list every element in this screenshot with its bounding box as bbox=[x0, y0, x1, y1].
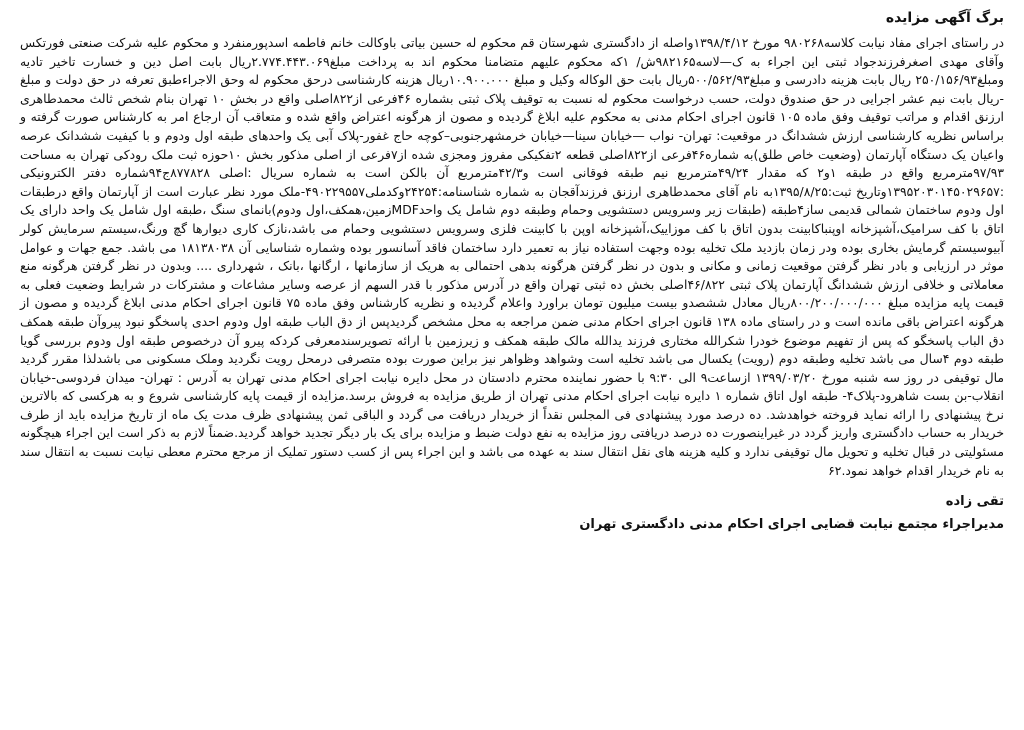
signer-name: تقی زاده bbox=[945, 494, 1004, 510]
document-body: در راستای اجرای مفاد نیابت کلاسه۹۸۰۲۶۸ مورخ ۱۳۹۸/۴/۱۲واصله از دادگستری شهرستان قم محکوم له حسین بیاتی باوکالت خانم فاطمه اسدپورمنفرد و محکوم علیه شرکت صنعتی فورتکس وآقای مهدی اصغرفرزندجواد ثبتی این اجراء به ک—لاسه۹۸۲۱۶۵ش/ ۱که محکوم علیهم متضامنا محکوم اند به پرداخت مبلغ۲.۷۷۴.۴۴۳.۰۶۹ریال بابت اصل دین و خسارت تاخیر تادیه ومبلغ۲۵۰/۱۵۶/۹۳ ریال بابت هزینه دادرسی و مبلغ۵۰۰/۵۶۲/۹۳ریال بابت حق الوکاله وکیل و مبلغ ۱۰.۹۰۰.۰۰۰ریال هزینه کارشناسی درحق محکوم له وحق الاجراءطبق تعرفه در حق دولت و مبلغ -ریال بابت نیم عشر اجرایی در حق صندوق دولت، حسب درخواست محکوم له نسبت به توقیف پلاک ثبتی بشماره ۴۶فرعی از۸۲۲اصلی واقع در بخش ۱۰ تهران بنام شخص ثالث محمدطاهری ارزنق اقدام و مراتب توقیف وفق ماده ۱۰۵ قانون اجرای احکام مدنی به محکوم علیه ابلاغ گردیده و مصون از هرگونه اعتراض واقع شده و متعاقب آن ارجاع امر به کارشناس صورت گرفته و براساس نظریه کارشناسی ارزش ششدانگ در موقعیت: تهران- نواب —خیابان سینا—خیابان خرمشهرجنوبی–کوچه حاج غفور-پلاک آبی یک واحدهای طبقه اول ودوم و با کیفیت ششدانک عرصه واعیان یک دستگاه آپارتمان (وضعیت خاص طلق)به شماره۴۶فرعی از۸۲۲اصلی قطعه ۲تفکیکی مفروز ومجزی شده از۷فرعی از اصلی مذکور بخش ۱۰حوزه ثبت ملک رودکی تهران به مساحت ۹۷/۹۳مترمربع واقع در طبقه ۱و۲ که مقدار ۴۹/۲۴مترمربع نیم طبقه فوقانی است و۴۲/۳مترمربع آن بالکن است به شماره سریال :اصلی ۸۷۷۸۲۸ج۹۴شماره دفتر الکترونیکی :۱۳۹۵۲۰۳۰۱۴۵۰۲۹۶۵۷وتاریخ ثبت:۱۳۹۵/۸/۲۵به نام آقای محمدطاهری ارزنق فرزندآقجان به شماره شناسنامه:۲۴۲۵۴وکدملی۴۹۰۲۲۹۵۵۷-ملک مورد نظر عبارت است از آپارتمان واقع درطبقات اول ودوم ساختمان شمالی قدیمی ساز۴طبقه (طبقات زیر وسرویس دستشویی وحمام وطبقه دوم شامل یک واحدMDFزمین،همکف،اول ودوم)بانمای سنگ ،طبقه اول شامل یک واحد دارای یک اتاق با کف سرامیک،آشپزخانه اوپنباکابینت بدون اتاق با کف موزاییک،آشپزخانه اوپن با کابینت فلزی وسرویس دستشویی وحمام می باشد،نازک کاری دیوارها گچ ورنگ،سیستم سرمایش کولر آبیوسیستم گرمایش بخاری بوده ودر زمان بازدید ملک تخلیه بوده وجهت استفاده نیاز به تعمیر دارد ساختمان فاقد آسانسور بوده وشماره شناسایی آن ۱۸۱۳۸۰۳۸ می باشد. جمع جهات و عوامل موثر در ارزیابی و بادر نظر گرفتن موقعیت زمانی و مکانی و بدون در نظر گرفتن هرگونه بدهی احتمالی به هریک از سازمانها ، ارگانها ،بانک ، شهرداری .... وبدون در نظر گرفتن هرگونه منع معاملاتی و خلافی ارزش ششدانگ آپارتمان پلاک ثبتی ۴۶/۸۲۲اصلی بخش ده ثبتی تهران واقع در آدرس مذکور با قدر السهم از عرصه وسایر مشاعات و مشترکات در شرایط وضعیت فعلی به قیمت پایه مزایده مبلغ ۸۰۰/۲۰۰/۰۰۰/۰۰۰ریال معادل ششصدو بیست میلیون تومان براورد واعلام گردیده و نظریه کارشناس وفق ماده ۷۵ قانون اجرای احکام مدنی ابلاغ گردیده و مصون از هرگونه اعتراض باقی مانده است و در راستای ماده ۱۳۸ قانون اجرای احکام مدنی ضمن مراجعه به محل مشخص گردیدپس از دق الباب طبقه اول ودوم احدی پاسخگو نبود پیروآن طبقه همکف دق الباب پاسخگو که پس از تفهیم موضوع خودرا شکرالله مختاری فرزند یدالله مالک طبقه همکف و زیرزمین با ارائه تصویرسندمعرفی کردکه پیرو آن درخصوص طبقه اول ودوم بررسی گویا طبقه دوم ۴سال می باشد تخلیه وطبقه دوم (رویت) یکسال می باشد تخلیه است وشواهد وظواهر نیز براین صورت بوده متصرفی درمحل رویت نگردید وملک مسکونی می باشدلذا مقرر گردید مال توقیفی در روز سه شنبه مورخ ۱۳۹۹/۰۳/۲۰ ازساعت۹ الی ۹:۳۰ با حضور نماینده محترم دادستان در محل دایره نیابت اجرای احکام مدنی تهران به آدرس : تهران- میدان فردوسی-خیابان انقلاب-بن بست شاهرود-پلاک۴- طبقه اول اتاق شماره ۱ دایره نیابت اجرای احکام مدنی تهران از طریق مزایده به فروش برسد.مزایده از قیمت پایه کارشناسی شروع و به هرکسی که بالاترین نرخ پیشنهادی را ارائه نماید فروخته خواهدشد. ده درصد مورد پیشنهادی فی المجلس نقداً از خریدار دریافت می گردد و الباقی ثمن پیشنهادی ظرف مدت یک ماه از تاریخ مزایده باید از طرف خریدار به حساب دادگستری واریز گردد در غیراینصورت ده درصد دریافتی روز مزایده به نفع دولت ضبط و مزایده برای یک بار دیگر تجدید خواهد گردید.ضمناً لازم به ذکر است این اجراء هیچگونه مسئولیتی در قبال تخلیه و تحویل مال توقیفی ندارد و کلیه هزینه های نقل انتقال سند به عهده می باشد و این اجراء پس از کسب دستور تملیک از مرجع محترم معطی نیابت نسبت به انتقال سند به نام خریدار اقدام خواهد نمود.۶۲ bbox=[20, 35, 1005, 478]
signer-organization: مدیراجراء مجتمع نیابت قضایی اجرای احکام مدنی دادگستری تهران bbox=[579, 517, 1004, 533]
document-title: برگ آگهی مزایده bbox=[885, 10, 1004, 26]
